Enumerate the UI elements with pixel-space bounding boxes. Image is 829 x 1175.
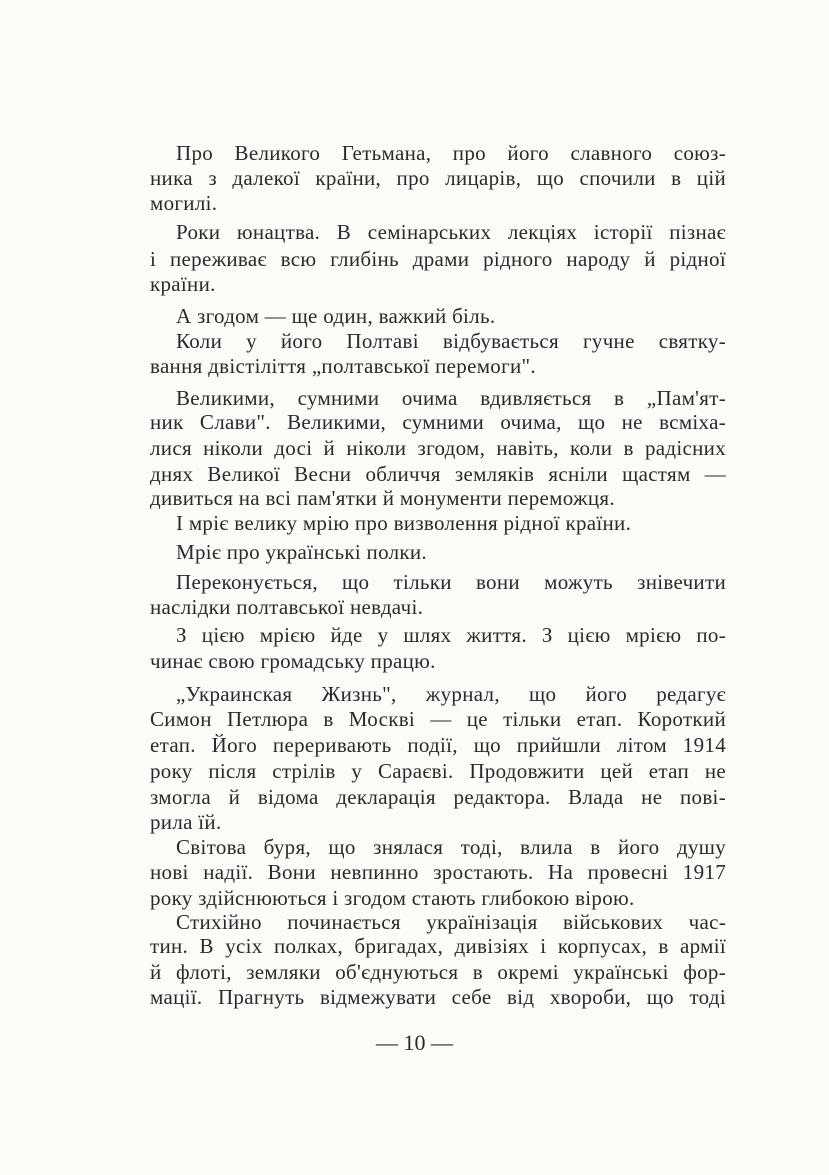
text-line: „Украинская Жизнь", журнал, що його редагує xyxy=(176,682,726,706)
text-line: вання двістіліття „полтавської перемоги". xyxy=(150,354,536,378)
text-line: Великими, сумними очима вдивляється в „Пам'ят- xyxy=(176,386,726,410)
text-line: країни. xyxy=(150,272,216,296)
text-line: чинає свою громадську працю. xyxy=(150,649,436,673)
text-line: ника з далекої країни, про лицарів, що спочили в цій xyxy=(150,166,726,190)
text-line: наслідки полтавської невдачі. xyxy=(150,595,424,619)
text-line: року здійснюються і згодом стають глибокою вірою. xyxy=(150,886,635,910)
text-line: Переконується, що тільки вони можуть знівечити xyxy=(176,570,726,594)
text-line: Коли у його Полтаві відбувається гучне святку- xyxy=(176,329,726,353)
text-line: тин. В усіх полках, бригадах, дивізіях і корпусах, в армії xyxy=(150,934,726,958)
text-line: лися ніколи досі й ніколи згодом, навіть, коли в радісних xyxy=(150,436,726,460)
text-line: Про Великого Гетьмана, про його славного союз- xyxy=(176,141,726,165)
text-line: А згодом — ще один, важкий біль. xyxy=(176,304,496,328)
text-line: Світова буря, що знялася тоді, влила в його душу xyxy=(176,835,726,859)
text-line: дивиться на всі пам'ятки й монументи переможця. xyxy=(150,486,615,510)
text-line: року після стрілів у Сараєві. Продовжити цей етап не xyxy=(150,759,726,783)
text-line: могилі. xyxy=(150,191,218,215)
text-line: днях Великої Весни обличчя земляків ясніли щастям — xyxy=(150,462,726,486)
text-line: і переживає всю глибінь драми рідного народу й рідної xyxy=(150,247,726,271)
text-line: етап. Його переривають події, що прийшли літом 1914 xyxy=(150,733,726,757)
text-line: Роки юнацтва. В семінарських лекціях історії пізнає xyxy=(176,220,726,244)
text-line: З цією мрією йде у шлях життя. З цією мрією по- xyxy=(176,623,726,647)
text-line: змогла й відома декларація редактора. Влада не пові- xyxy=(150,785,726,809)
text-line: Мріє про українські полки. xyxy=(176,540,427,564)
text-line: й флоті, земляки об'єднуються в окремі українські фор- xyxy=(150,960,726,984)
page-number: — 10 — xyxy=(376,1030,453,1055)
text-line: нові надії. Вони невпинно зростають. На провесні 1917 xyxy=(150,860,726,884)
text-line: І мріє велику мрію про визволення рідної країни. xyxy=(176,511,632,535)
text-line: Симон Петлюра в Москві — це тільки етап. Короткий xyxy=(150,707,726,731)
text-line: ник Слави". Великими, сумними очима, що не всміха- xyxy=(150,410,726,434)
text-line: мації. Прагнуть відмежувати себе від хвороби, що тоді xyxy=(150,985,726,1009)
text-line: рила їй. xyxy=(150,810,222,834)
text-line: Стихійно починається українізація військових час- xyxy=(176,910,726,934)
